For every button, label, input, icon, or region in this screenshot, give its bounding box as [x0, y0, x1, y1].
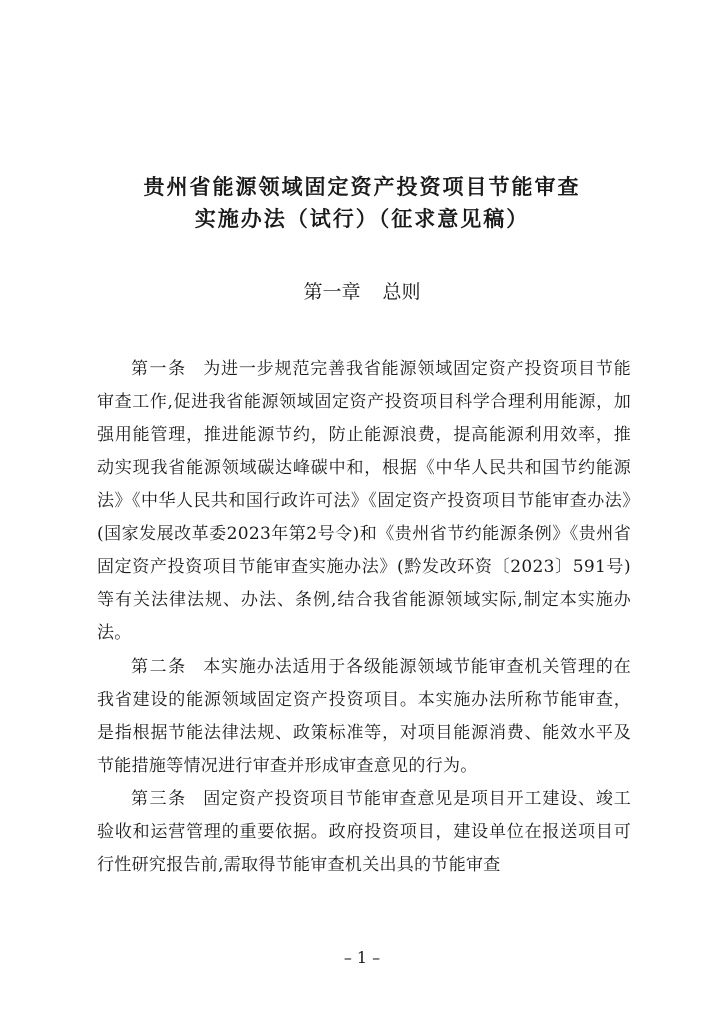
article-number: 第一条	[131, 359, 187, 379]
article-text: 为进一步规范完善我省能源领域固定资产投资项目节能审查工作,促进我省能源领域固定资产投资项目科学合理利用能源，加强用能管理，推进能源节约，防止能源浪费，提高能源利用效率，推动实现我省能源领域碳达峰碳中和，根据《中华人民共和国节约能源法》《中华人民共和国行政许可法》《固定资产投资项目节能审查办法》(国家发展改革委2023年第2号令)和《贵州省节约能源条例》《贵州省固定资产投资项目节能审查实施办法》(黔发改环资〔2023〕591号)等有关法律法规、办法、条例,结合我省能源领域实际,制定本实施办法。	[97, 359, 632, 643]
chapter-heading	[0, 283, 724, 302]
chapter-number: 第一章	[303, 281, 361, 303]
article-number: 第二条	[131, 657, 187, 677]
document-title-line-1: 贵州省能源领域固定资产投资项目节能审查	[143, 174, 581, 199]
page-number: – 1 –	[343, 948, 381, 967]
document-title-line-2: 实施办法（试行）（征求意见稿）	[194, 206, 530, 231]
article-3	[97, 783, 631, 882]
article-2	[97, 651, 631, 783]
article-text: 固定资产投资项目节能审查意见是项目开工建设、竣工验收和运营管理的重要依据。政府投资项目，建设单位在报送项目可行性研究报告前,需取得节能审查机关出具的节能审查	[97, 789, 632, 875]
chapter-name: 总则	[382, 281, 421, 303]
article-text: 本实施办法适用于各级能源领域节能审查机关管理的在我省建设的能源领域固定资产投资项目。本实施办法所称节能审查，是指根据节能法律法规、政策标准等，对项目能源消费、能效水平及节能措施等情况进行审查并形成审查意见的行为。	[97, 657, 632, 776]
article-1	[97, 353, 631, 650]
article-number: 第三条	[131, 789, 187, 809]
